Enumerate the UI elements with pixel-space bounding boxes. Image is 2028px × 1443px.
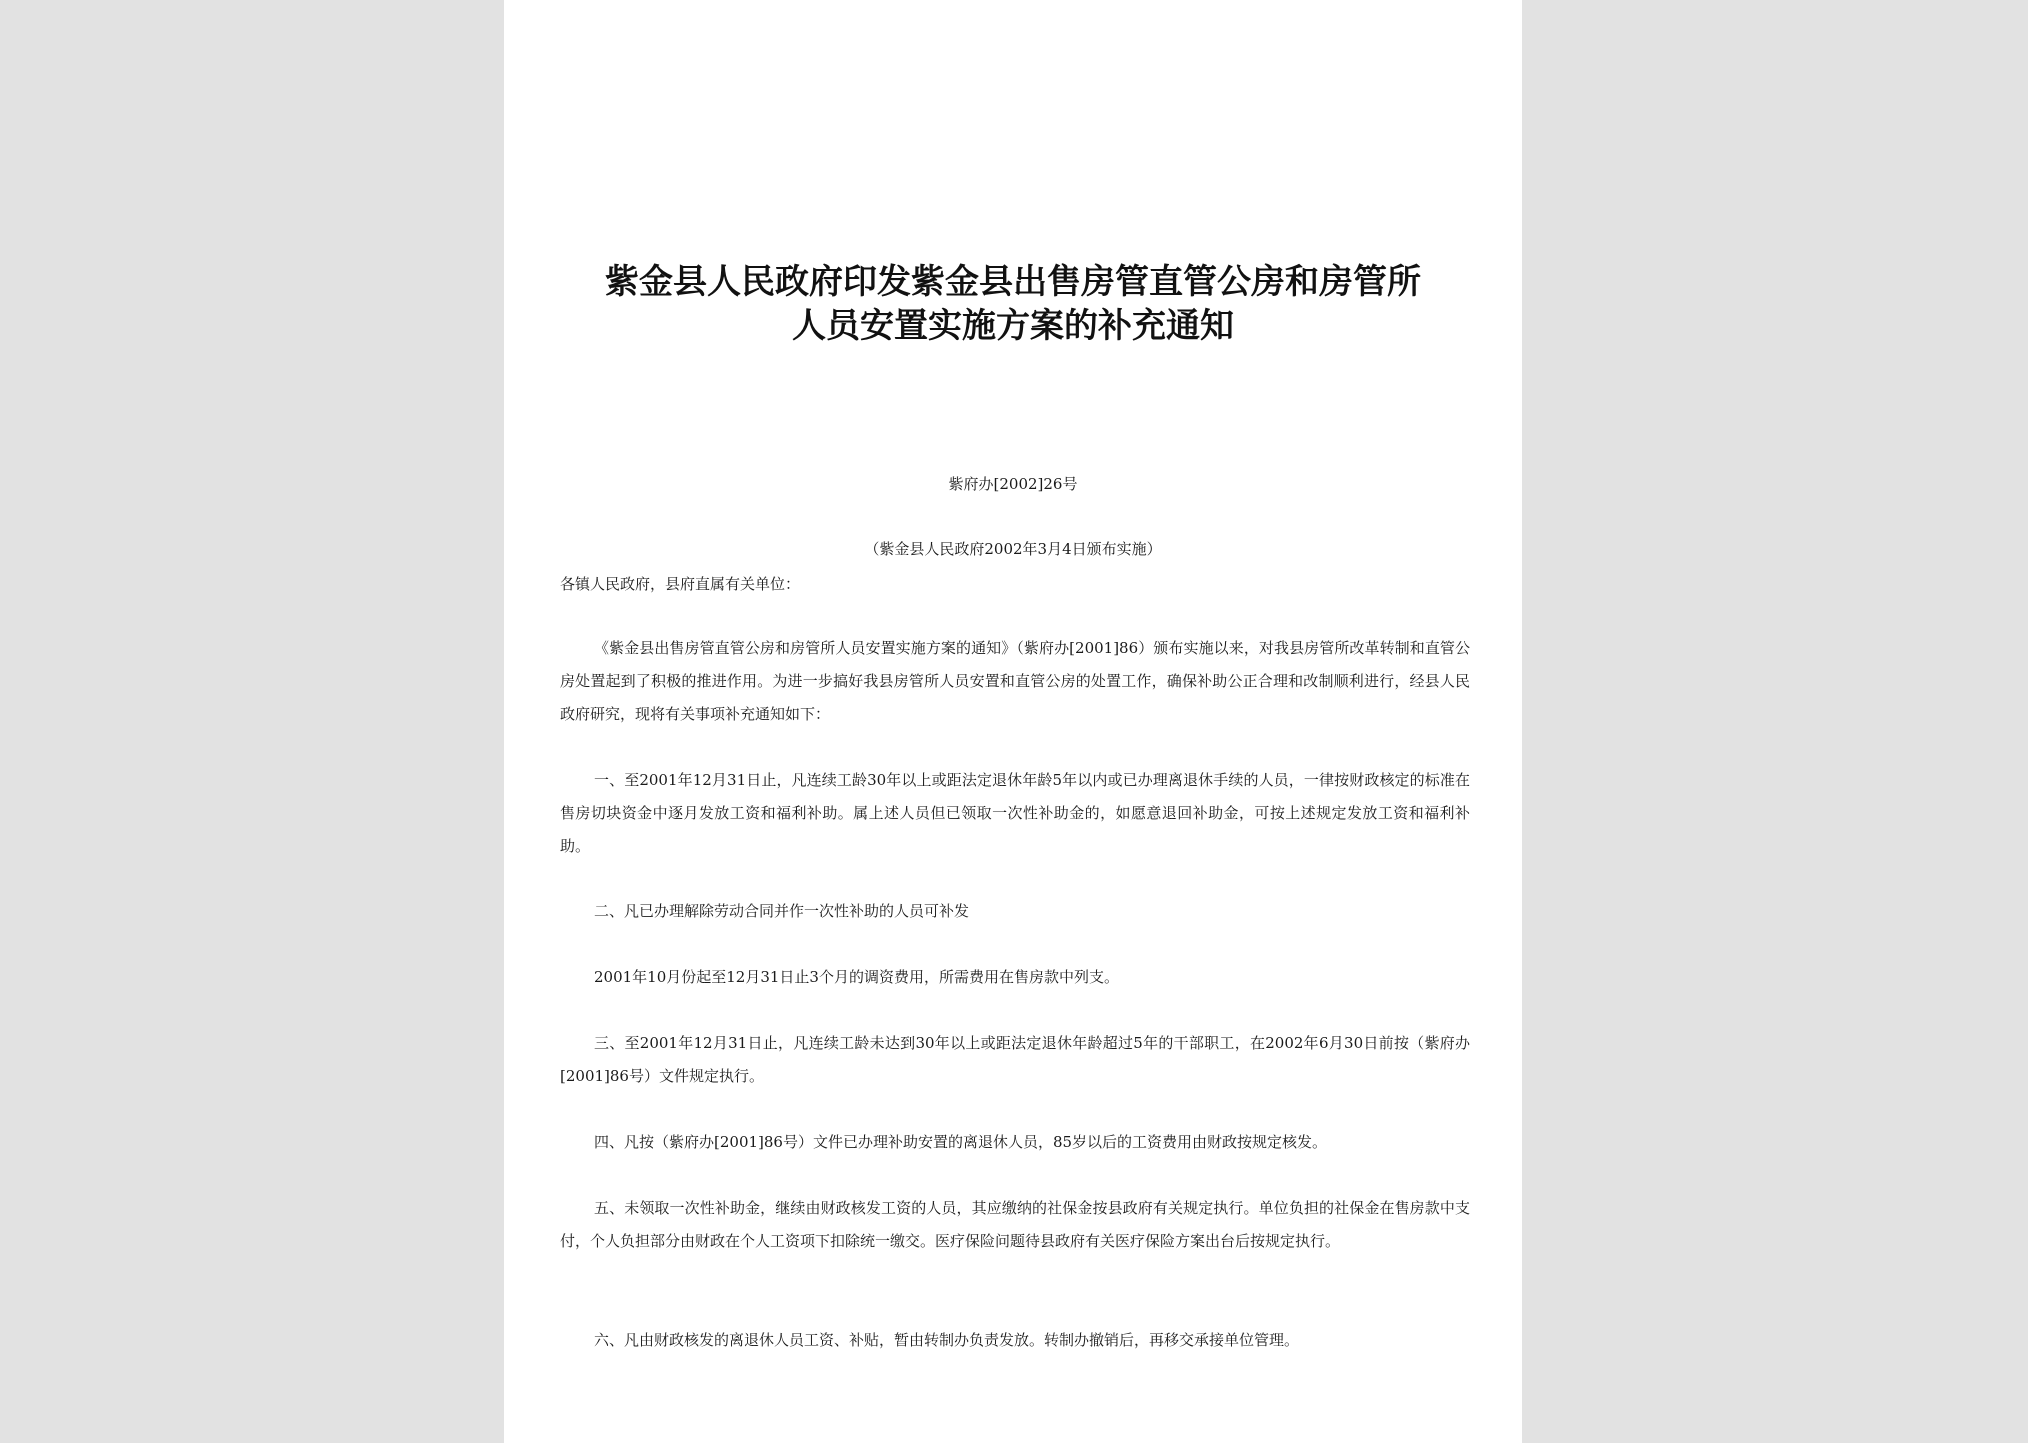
- paragraph-item-6: 六、凡由财政核发的离退休人员工资、补贴，暂由转制办负责发放。转制办撤销后，再移交承接单位管理。: [594, 1331, 1300, 1349]
- salutation: 各镇人民政府，县府直属有关单位：: [560, 575, 801, 593]
- paragraph-item-3: 三、至2001年12月31日止，凡连续工龄未达到30年以上或距法定退休年龄超过5年的干部职工，在2002年6月30日前按（紫府办[2001]86号）文件规定执行。: [560, 1034, 1470, 1085]
- paragraph-intro: 《紫金县出售房管直管公房和房管所人员安置实施方案的通知》（紫府办[2001]86）颁布实施以来，对我县房管所改革转制和直管公房处置起到了积极的推进作用。为进一步搞好我县房管所人员安置和直管公房的处置工作，确保补助公正合理和改制顺利进行，经县人民政府研究，现将有关事项补充通知如下：: [560, 639, 1470, 723]
- document-title: [544, 260, 1482, 348]
- document-number: 紫府办[2002]26号: [948, 475, 1078, 493]
- paragraph-item-1: 一、至2001年12月31日止，凡连续工龄30年以上或距法定退休年龄5年以内或已办理离退休手续的人员，一律按财政核定的标准在售房切块资金中逐月发放工资和福利补助。属上述人员但已领取一次性补助金的，如愿意退回补助金，可按上述规定发放工资和福利补助。: [560, 771, 1470, 855]
- title-line-2: 人员安置实施方案的补充通知: [792, 306, 1234, 346]
- paragraph-item-5: 五、未领取一次性补助金，继续由财政核发工资的人员，其应缴纳的社保金按县政府有关规定执行。单位负担的社保金在售房款中支付，个人负担部分由财政在个人工资项下扣除统一缴交。医疗保险问题待县政府有关医疗保险方案出台后按规定执行。: [560, 1199, 1470, 1250]
- paragraph-item-4: 四、凡按（紫府办[2001]86号）文件已办理补助安置的离退休人员，85岁以后的工资费用由财政按规定核发。: [594, 1133, 1328, 1151]
- issued-note: （紫金县人民政府2002年3月4日颁布实施）: [864, 540, 1162, 558]
- paragraph-item-2-cont: 2001年10月份起至12月31日止3个月的调资费用，所需费用在售房款中列支。: [594, 968, 1119, 986]
- paragraph-item-2: 二、凡已办理解除劳动合同并作一次性补助的人员可补发: [594, 902, 970, 920]
- document-page: [504, 0, 1522, 1443]
- title-line-1: 紫金县人民政府印发紫金县出售房管直管公房和房管所: [605, 262, 1421, 302]
